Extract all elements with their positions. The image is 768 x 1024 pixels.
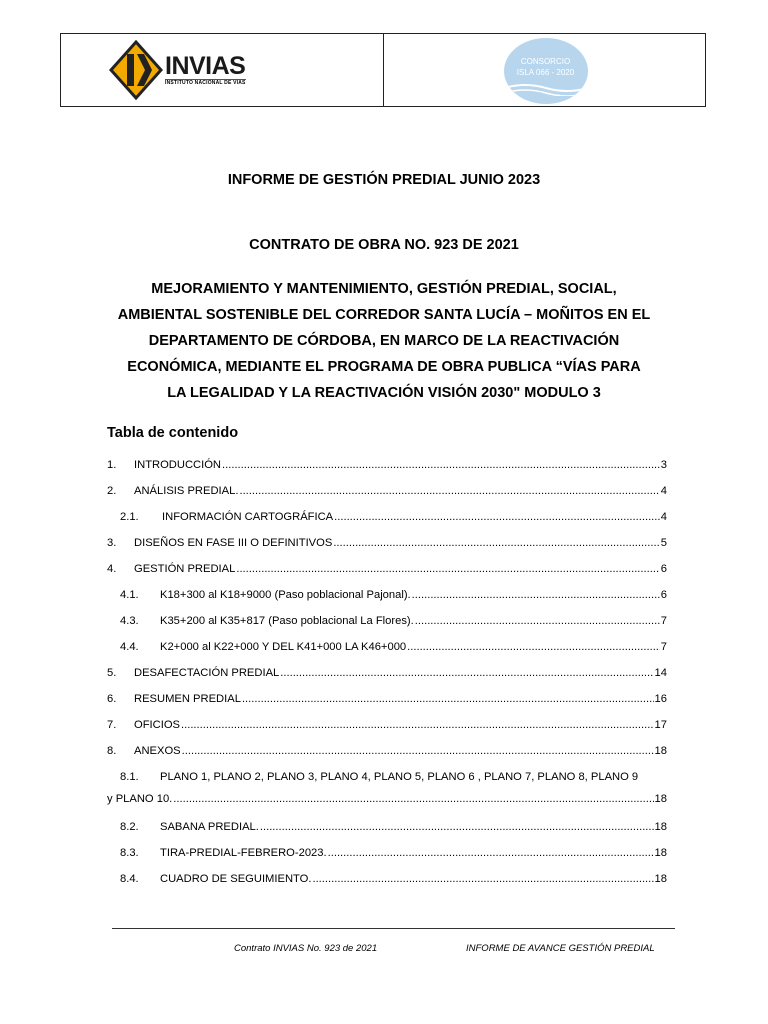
invias-subtitle: INSTITUTO NACIONAL DE VIAS [165,80,246,86]
toc-leader [280,667,653,679]
toc-entry-resumen-predial[interactable] [107,685,667,705]
toc-page: 4 [660,485,667,497]
toc-entry-pajonal[interactable] [107,581,667,601]
toc-page: 18 [654,847,667,859]
toc-entry-anexos[interactable] [107,737,667,757]
subject-line: ECONÓMICA, MEDIANTE EL PROGRAMA DE OBRA PUBLICA “VÍAS PARA [127,359,641,375]
toc-label: INFORMACIÓN CARTOGRÁFICA [162,511,334,523]
header-left-cell [61,34,383,106]
toc-heading [107,425,238,441]
toc-leader [260,821,654,833]
subject-line: AMBIENTAL SOSTENIBLE DEL CORREDOR SANTA LUCÍA – MOÑITOS EN EL [117,307,651,323]
toc-leader [407,641,660,653]
toc-label: K35+200 al K35+817 (Paso poblacional La Flores). [160,615,414,627]
toc-leader [182,745,654,757]
toc-label: K2+000 al K22+000 Y DEL K41+000 LA K46+000 [160,641,407,653]
toc-page: 17 [654,719,667,731]
toc-entry-desafectacion[interactable] [107,659,667,679]
toc-label: K18+300 al K18+9000 (Paso poblacional Pajonal). [160,589,411,601]
toc-entry-k2-k22[interactable] [107,633,667,653]
toc-number: 4. [107,563,117,575]
toc-label: SABANA PREDIAL. [160,821,259,833]
toc-number: 8. [107,745,117,757]
toc-page: 18 [654,793,667,805]
toc-entry-sabana-predial[interactable] [107,813,667,833]
toc-page: 5 [660,537,667,549]
toc-page: 6 [660,563,667,575]
toc-leader [334,511,660,523]
toc-page: 16 [654,693,667,705]
toc-number: 2. [107,485,117,497]
toc-leader [222,459,660,471]
toc-entry-informacion-cartografica[interactable] [107,503,667,523]
toc-entry-planos[interactable] [107,763,667,783]
toc-label: ANÁLISIS PREDIAL. [134,485,239,497]
toc-label: CUADRO DE SEGUIMIENTO. [160,873,312,885]
toc-page: 18 [654,745,667,757]
toc-entry-oficios[interactable] [107,711,667,731]
toc-entry-gestion-predial[interactable] [107,555,667,575]
toc-label: DISEÑOS EN FASE III O DEFINITIVOS [134,537,333,549]
consorcio-line2: ISLA 066 - 2020 [516,68,575,77]
toc-page: 18 [654,821,667,833]
toc-page: 3 [660,459,667,471]
toc-number: 4.4. [120,641,139,653]
toc-leader [312,873,653,885]
toc-page: 7 [660,615,667,627]
toc-number: 4.1. [120,589,139,601]
toc-heading-text: Tabla de contenido [107,425,239,441]
toc-label: ANEXOS [134,745,181,757]
toc-number: 8.1. [120,771,139,783]
toc-entry-planos-cont[interactable] [107,785,667,805]
toc-page: 4 [660,511,667,523]
toc-leader [173,793,653,805]
toc-label: TIRA-PREDIAL-FEBRERO-2023. [160,847,327,859]
toc-number: 5. [107,667,117,679]
toc-page: 7 [660,641,667,653]
subject-line: DEPARTAMENTO DE CÓRDOBA, EN MARCO DE LA REACTIVACIÓN [148,333,620,349]
wave-icon [504,82,588,96]
toc-leader [415,615,660,627]
toc-page: 14 [654,667,667,679]
toc-leader [333,537,659,549]
toc-leader [236,563,659,575]
footer-divider [112,928,675,929]
toc-label: DESAFECTACIÓN PREDIAL [134,667,280,679]
toc-number: 1. [107,459,117,471]
invias-diamond-icon [109,40,163,100]
toc-label: y PLANO 10. [107,793,173,805]
footer-contract: Contrato INVIAS No. 923 de 2021 [234,943,378,954]
toc-number: 3. [107,537,117,549]
toc-entry-cuadro-seguimiento[interactable] [107,865,667,885]
toc-number: 2.1. [120,511,139,523]
toc-leader [181,719,654,731]
toc-number: 8.4. [120,873,139,885]
toc-page: 18 [654,873,667,885]
toc-number: 8.3. [120,847,139,859]
toc-label: OFICIOS [134,719,180,731]
document-title: INFORME DE GESTIÓN PREDIAL JUNIO 2023 [227,172,541,188]
toc-entry-la-flores[interactable] [107,607,667,627]
toc-leader [328,847,654,859]
consorcio-line1: CONSORCIO [520,57,571,66]
toc-entry-analisis-predial[interactable] [107,477,667,497]
invias-logo [109,40,246,100]
toc-page: 6 [660,589,667,601]
header-box [60,33,706,107]
toc-number: 4.3. [120,615,139,627]
subject-line: LA LEGALIDAD Y LA REACTIVACIÓN VISIÓN 2030" MODULO 3 [167,385,601,401]
toc-label: RESUMEN PREDIAL [134,693,241,705]
toc-entry-disenos[interactable] [107,529,667,549]
footer-report-name: INFORME DE AVANCE GESTIÓN PREDIAL [466,943,655,954]
header-right-cell [383,34,706,106]
toc-leader [239,485,659,497]
subject-line: MEJORAMIENTO Y MANTENIMIENTO, GESTIÓN PREDIAL, SOCIAL, [151,281,617,297]
invias-brand: INVIAS [165,52,246,80]
toc-number: 6. [107,693,117,705]
consorcio-logo [504,38,588,104]
toc-number: 7. [107,719,117,731]
toc-label: INTRODUCCIÓN [134,459,222,471]
toc-entry-introduccion[interactable] [107,451,667,471]
subject-block [90,276,678,406]
toc-number: 8.2. [120,821,139,833]
toc-label: GESTIÓN PREDIAL [134,563,236,575]
toc-entry-tira-predial[interactable] [107,839,667,859]
contract-title: CONTRATO DE OBRA NO. 923 DE 2021 [249,237,519,253]
toc-leader [412,589,660,601]
toc-label: PLANO 1, PLANO 2, PLANO 3, PLANO 4, PLANO 5, PLANO 6 , PLANO 7, PLANO 8, PLANO 9 [160,771,639,783]
toc-leader [242,693,654,705]
